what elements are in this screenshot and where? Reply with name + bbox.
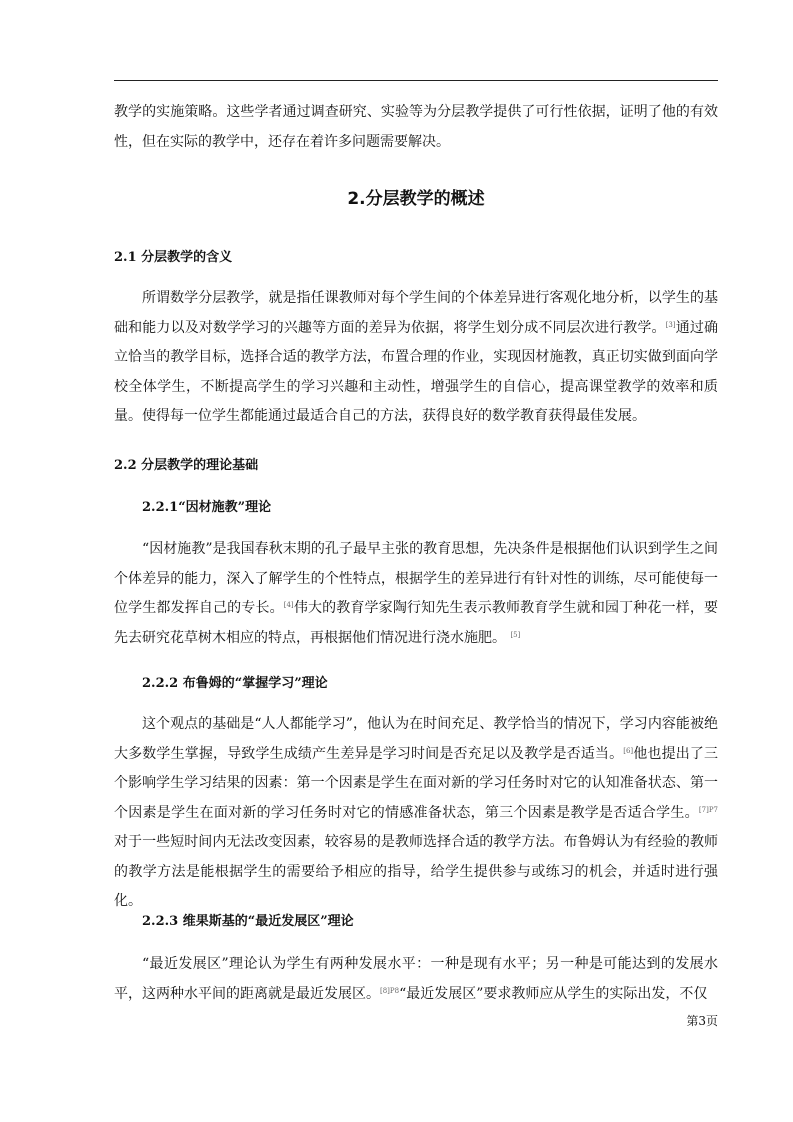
intro-text: 教学的实施策略。这些学者通过调查研究、实验等为分层教学提供了可行性依据，证明了他的有效性，但在实际的教学中，还存在着许多问题需要解决。 bbox=[114, 104, 718, 150]
citation-5: [5] bbox=[510, 630, 521, 639]
citation-6: [6] bbox=[623, 746, 634, 755]
heading-2-1: 2.1 分层教学的含义 bbox=[114, 250, 233, 265]
citation-7: [7]P7 bbox=[698, 805, 718, 814]
paragraph-2-1-text-b: 通过确立恰当的教学目标，选择合适的教学方法，布置合理的作业，实现因材施教，真正切实做到面向学校全体学生，不断提高学生的学习兴趣和主动性，增强学生的自信心，提高课堂教学的效率和质量。使得每一位学生都能通过最适合自己的方法，获得良好的数学教育获得最佳发展。 bbox=[114, 319, 719, 424]
paragraph-2-2-1-text-b: 伟大的教育学家陶行知先生表示教师教育学生就和园丁种花一样，要先去研究花草树木相应的特点，再根据他们情况进行浇水施肥。 bbox=[114, 600, 719, 646]
citation-3: [3] bbox=[665, 320, 676, 329]
intro-paragraph bbox=[114, 98, 718, 157]
citation-4: [4] bbox=[283, 601, 294, 609]
heading-2-2: 2.2 分层教学的理论基础 bbox=[114, 458, 259, 473]
page-number: 第3页 bbox=[686, 1014, 718, 1028]
paragraph-2-2-2-text-a: 这个观点的基础是“人人都能学习”，他认为在时间充足、教学恰当的情况下，学习内容能被绝大多数学生掌握，导致学生成绩产生差异是学习时间是否充足以及教学是否适当。 bbox=[114, 716, 718, 762]
header-rule bbox=[114, 80, 718, 81]
heading-2-2-1: 2.2.1“因材施教”理论 bbox=[142, 500, 272, 515]
paragraph-2-2-3 bbox=[114, 950, 718, 1009]
citation-8: [8]P8 bbox=[380, 986, 400, 995]
heading-2-2-2: 2.2.2 布鲁姆的“掌握学习”理论 bbox=[142, 676, 328, 691]
paragraph-2-2-3-text-a: “最近发展区”理论认为学生有两种发展水平：一种是现有水平；另一种是可能达到的发展水平，这两种水平间的距离就是最近发展区。 bbox=[114, 956, 718, 1002]
paragraph-2-2-2-text-c: 对于一些短时间内无法改变因素，较容易的是教师选择合适的教学方法。布鲁姆认为有经验的教师的教学方法是能根据学生的需要给予相应的指导，给学生提供参与或练习的机会，并适时进行强化。 bbox=[114, 834, 718, 909]
paragraph-2-2-2 bbox=[114, 710, 718, 917]
paragraph-2-2-1 bbox=[114, 535, 718, 653]
paragraph-2-1 bbox=[114, 284, 718, 432]
heading-2-2-3: 2.2.3 维果斯基的“最近发展区”理论 bbox=[142, 914, 354, 929]
paragraph-2-1-text-a: 所谓数学分层教学，就是指任课教师对每个学生间的个体差异进行客观化地分析，以学生的基础和能力以及对数学学习的兴趣等方面的差异为依据，将学生划分成不同层次进行教学。 bbox=[114, 290, 718, 336]
section-title: 2.分层教学的概述 bbox=[347, 189, 485, 209]
paragraph-2-2-2-text-b: 他也提出了三个影响学生学习结果的因素：第一个因素是学生在面对新的学习任务时对它的认知准备状态、第一个因素是学生在面对新的学习任务时对它的情感准备状态，第三个因素是教学是否适合学生。 bbox=[114, 745, 719, 821]
paragraph-2-2-1-text-a: “因材施教”是我国春秋末期的孔子最早主张的教育思想，先决条件是根据他们认识到学生之间个体差异的能力，深入了解学生的个性特点，根据学生的差异进行有针对性的训练，尽可能使每一位学生都发挥自己的专长。 bbox=[114, 541, 718, 616]
paragraph-2-2-3-text-b: “最近发展区”要求教师应从学生的实际出发，不仅 bbox=[399, 985, 708, 1002]
